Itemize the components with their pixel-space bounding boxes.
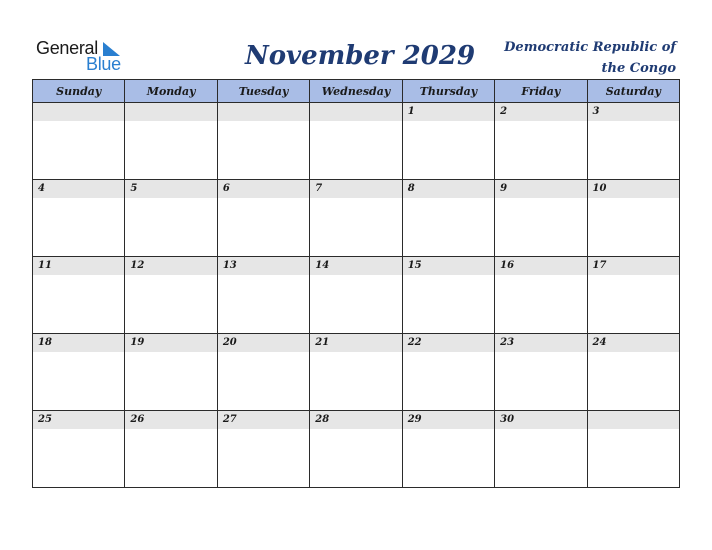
day-number: 15 [403, 257, 494, 275]
day-number: 11 [33, 257, 124, 275]
weekday-header-monday: Monday [125, 80, 217, 103]
day-cell[interactable] [402, 180, 494, 257]
day-number: 26 [125, 411, 216, 429]
day-number: 7 [310, 180, 401, 198]
day-cell[interactable] [125, 257, 217, 334]
day-cell[interactable] [125, 103, 217, 180]
day-cell[interactable] [310, 334, 402, 411]
country-name-line-2: the Congo [601, 61, 676, 76]
week-row [33, 334, 680, 411]
day-cell[interactable] [495, 334, 587, 411]
day-cell[interactable] [402, 334, 494, 411]
day-number: 6 [218, 180, 309, 198]
day-number: 23 [495, 334, 586, 352]
day-number: 28 [310, 411, 401, 429]
day-cell[interactable] [495, 411, 587, 488]
weekday-header-thursday: Thursday [402, 80, 494, 103]
weekday-header-wednesday: Wednesday [310, 80, 402, 103]
day-cell[interactable] [217, 103, 309, 180]
day-number: 21 [310, 334, 401, 352]
day-cell[interactable] [310, 180, 402, 257]
day-number [33, 103, 124, 121]
day-number: 25 [33, 411, 124, 429]
logo-text-blue: Blue [86, 54, 121, 74]
weekday-header-tuesday: Tuesday [217, 80, 309, 103]
day-number: 13 [218, 257, 309, 275]
day-cell[interactable] [217, 257, 309, 334]
day-cell[interactable] [495, 180, 587, 257]
week-row [33, 103, 680, 180]
day-number [125, 103, 216, 121]
day-number [588, 411, 679, 429]
weekday-header-sunday: Sunday [33, 80, 125, 103]
day-cell[interactable] [587, 180, 679, 257]
day-cell[interactable] [587, 334, 679, 411]
day-number: 12 [125, 257, 216, 275]
day-number: 4 [33, 180, 124, 198]
day-number: 5 [125, 180, 216, 198]
day-cell[interactable] [495, 257, 587, 334]
day-number: 2 [495, 103, 586, 121]
day-cell[interactable] [587, 411, 679, 488]
country-name-line-1: Democratic Republic of [504, 40, 676, 55]
day-number: 1 [403, 103, 494, 121]
day-cell[interactable] [310, 411, 402, 488]
day-number: 18 [33, 334, 124, 352]
day-number [310, 103, 401, 121]
day-number [218, 103, 309, 121]
day-cell[interactable] [125, 180, 217, 257]
day-number: 30 [495, 411, 586, 429]
day-number: 8 [403, 180, 494, 198]
day-cell[interactable] [217, 334, 309, 411]
day-number: 20 [218, 334, 309, 352]
day-number: 24 [588, 334, 679, 352]
day-cell[interactable] [495, 103, 587, 180]
weekday-header-row [33, 80, 680, 103]
day-cell[interactable] [587, 103, 679, 180]
day-number: 19 [125, 334, 216, 352]
day-cell[interactable] [33, 257, 125, 334]
day-cell[interactable] [310, 103, 402, 180]
day-cell[interactable] [402, 411, 494, 488]
day-cell[interactable] [33, 411, 125, 488]
day-number: 17 [588, 257, 679, 275]
day-number: 27 [218, 411, 309, 429]
day-cell[interactable] [587, 257, 679, 334]
day-number: 10 [588, 180, 679, 198]
logo-text-general: General [36, 38, 98, 58]
day-cell[interactable] [33, 180, 125, 257]
week-row [33, 257, 680, 334]
page-title: November 2029 [244, 41, 476, 71]
week-row [33, 180, 680, 257]
day-cell[interactable] [125, 411, 217, 488]
day-number: 16 [495, 257, 586, 275]
day-cell[interactable] [33, 103, 125, 180]
weekday-header-friday: Friday [495, 80, 587, 103]
calendar-grid [32, 79, 680, 488]
day-cell[interactable] [33, 334, 125, 411]
day-number: 22 [403, 334, 494, 352]
day-cell[interactable] [217, 180, 309, 257]
country-name [456, 37, 676, 79]
day-number: 14 [310, 257, 401, 275]
day-number: 3 [588, 103, 679, 121]
day-cell[interactable] [125, 334, 217, 411]
day-cell[interactable] [402, 257, 494, 334]
generalblue-logo [36, 38, 146, 78]
day-cell[interactable] [402, 103, 494, 180]
day-cell[interactable] [310, 257, 402, 334]
day-cell[interactable] [217, 411, 309, 488]
week-row [33, 411, 680, 488]
day-number: 9 [495, 180, 586, 198]
weekday-header-saturday: Saturday [587, 80, 679, 103]
day-number: 29 [403, 411, 494, 429]
